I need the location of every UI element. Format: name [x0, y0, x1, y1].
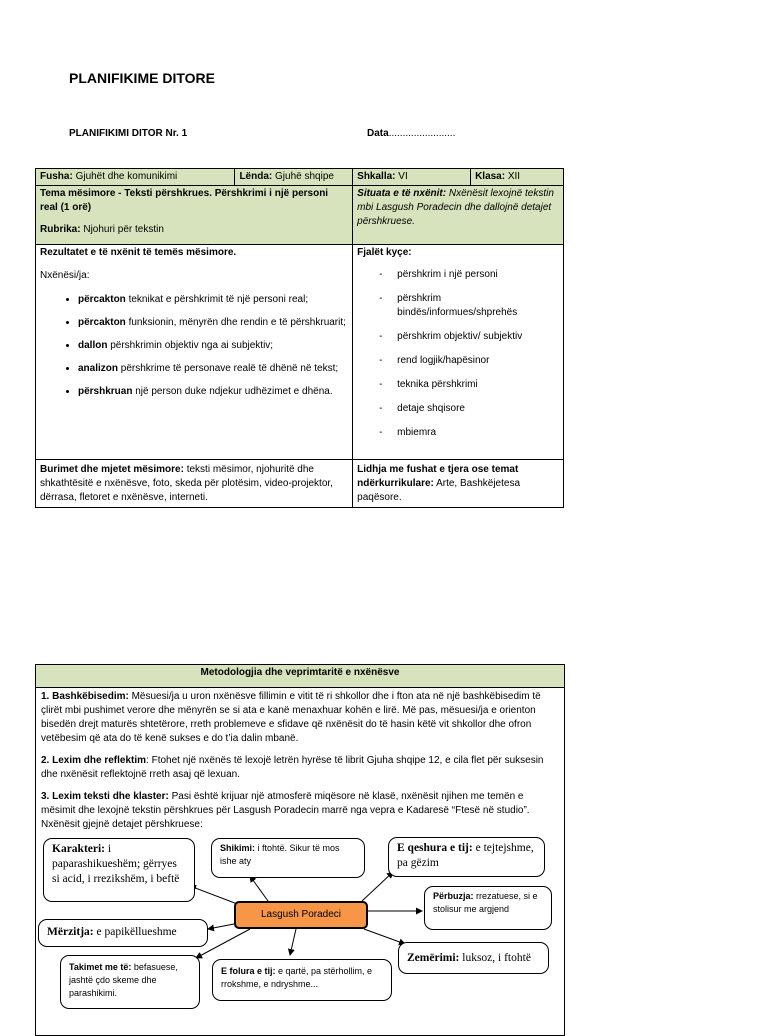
outcome-text: teknikat e përshkrimit të një personi real; — [125, 294, 309, 305]
cluster-node-e-folura — [212, 959, 392, 1001]
burimet-value: teksti mësimor, njohuritë dhe shkathtësitë e nxënësve, foto, skeda për plotësim, video-projektor, dërrasa, fletoret e nxënësve, interneti. — [40, 464, 333, 503]
fjalet-title: Fjalët kyçe: — [357, 247, 412, 258]
outcome-verb: përcakton — [78, 294, 126, 305]
node-text: i ftohtë. Sikur të mos ishe aty — [220, 843, 340, 866]
klasa-value: XII — [507, 171, 521, 182]
outcome-text: përshkrime të personave realë të dhënë në tekst; — [118, 363, 339, 374]
node-text: e tejtejshme, pa gëzim — [397, 842, 534, 869]
date-label: Data — [367, 128, 389, 139]
outcome-verb: përshkruan — [78, 386, 133, 397]
klasa-label: Klasa: — [475, 171, 506, 182]
page-title: PLANIFIKIME DITORE — [69, 70, 215, 86]
node-label: Zemërimi: — [407, 952, 460, 964]
connector-efolura — [290, 929, 296, 955]
lidhja-label: Lidhja me fushat e tjera ose temat ndërkurrikulare: — [357, 464, 519, 489]
rubrika-value: Njohuri për tekstin — [83, 224, 164, 235]
p1-text: Mësuesi/ja u uron nxënësve fillimin e vitit të ri shkollor dhe i fton ata në një bashkëbisedim të çlirët mbi pushimet verore dhe mënyrën se si ata e kanë menaxhuar kohën e lirë. Më pas, mësuesi/ja e orienton bisedën drejt maturës shtetërore, rreth problemeve e sfidave që nxënësit do të hasin këtë vit shkollor dhe ofron vetëbesim që ata do të kenë sukses e do t’ia dalin mbanë. — [41, 691, 541, 744]
rubrika-label: Rubrika: — [40, 224, 81, 235]
outcome-text: një person duke ndjekur udhëzimet e dhëna. — [132, 386, 333, 397]
date-value: ........................ — [388, 128, 456, 139]
fusha-value: Gjuhët dhe komunikimi — [75, 171, 178, 182]
p2-text: : Ftohet një nxënës të lexojë letrën hyrëse të librit Gjuha shqipe 12, e cila flet për suksesin dhe nxënësit reflektojnë rreth asaj që lexuan. — [41, 755, 544, 780]
cluster-node-merzitja — [38, 919, 208, 947]
p3-label: 3. Lexim teksti dhe klaster: — [41, 791, 169, 802]
node-text: rrezatuese, si e stolisur me argjend — [433, 891, 538, 914]
outcome-verb: analizon — [78, 363, 119, 374]
cluster-node-karakteri — [43, 838, 195, 902]
rezultatet-title: Rezultatet e të nxënit të temës mësimore. — [40, 247, 237, 258]
outcome-verb: dallon — [78, 340, 108, 351]
list-item: - teknika përshkrimi — [379, 378, 559, 392]
list-item: - detaje shqisore — [379, 402, 559, 416]
node-label: Përbuzja: — [433, 891, 474, 901]
outcome-text: funksionin, mënyrën dhe rendin e të përshkruarit; — [125, 317, 346, 328]
connector-zemerimi — [364, 929, 405, 944]
lenda-label: Lënda: — [239, 171, 273, 182]
plan-number: PLANIFIKIMI DITOR Nr. 1 — [69, 128, 188, 139]
situata-label: Situata e të nxënit: — [357, 188, 447, 199]
connector-shikimi — [250, 876, 268, 901]
p1-label: 1. Bashkëbisedim: — [41, 691, 129, 702]
connector-eqeshura — [362, 872, 393, 901]
fusha-label: Fusha: — [40, 171, 73, 182]
tema-text: Tema mësimore - Teksti përshkrues. Përshkrimi i një personi real (1 orë) — [40, 188, 329, 213]
node-text: e papikëllueshme — [93, 926, 177, 938]
cluster-node-shikimi — [211, 838, 365, 878]
list-item: - rend logjik/hapësinor — [379, 354, 559, 368]
burimet-label: Burimet dhe mjetet mësimore: — [40, 464, 184, 475]
node-label: E folura e tij: — [221, 966, 276, 976]
cluster-node-takimet — [60, 955, 200, 1009]
cluster-node-e-qeshura — [388, 837, 545, 877]
shkalla-label: Shkalla: — [357, 171, 396, 182]
node-label: Karakteri: — [52, 843, 106, 855]
node-text: e qartë, pa stërhollim, e rrokshme, e ndryshme... — [221, 966, 373, 989]
list-item: - përshkrim bindës/informues/shprehës — [379, 292, 559, 320]
lidhja-value: Arte, Bashkëjetesa paqësore. — [357, 478, 521, 503]
cluster-node-zemerimi — [398, 942, 549, 974]
nxenesi-label: Nxënësi/ja: — [40, 270, 90, 281]
node-label: Shikimi: — [220, 843, 256, 853]
connector-merzitja — [208, 924, 234, 929]
methodology-heading: Metodologjia dhe veprimtaritë e nxënësve — [36, 665, 564, 688]
list-item: - mbiemra — [379, 426, 559, 440]
node-label: E qeshura e tij: — [397, 842, 473, 854]
node-label: Takimet me të: — [69, 962, 132, 972]
node-label: Mërzitja: — [47, 926, 94, 938]
list-item: - përshkrim i një personi — [379, 268, 559, 282]
situata-value: Nxënësit lexojnë tekstin mbi Lasgush Poradecin dhe dallojnë detajet përshkruese. — [357, 188, 554, 227]
node-text: i paparashikueshëm; gërryes si acid, i rrezikshëm, i beftë — [52, 843, 180, 885]
connector-karakteri — [190, 886, 240, 905]
lenda-value: Gjuhë shqipe — [275, 171, 334, 182]
outcome-text: përshkrimin objektiv nga ai subjektiv; — [107, 340, 274, 351]
cluster-center-lasgush-poradeci: Lasgush Poradeci — [234, 901, 368, 929]
p3-text: Pasi është krijuar një atmosferë miqësore në klasë, nxënësit njihen me temën e mësimit dhe lexojnë tekstin përshkrues për Lasgush Poradecin marrë nga vepra e Kadaresë “Ftesë në studio”. Nxënësit gjejnë detajet përshkruese: — [41, 791, 530, 830]
p2-label: 2. Lexim dhe reflektim — [41, 755, 147, 766]
node-text: luksoz, i ftohtë — [459, 952, 531, 964]
list-item: - përshkrim objektiv/ subjektiv — [379, 330, 559, 344]
cluster-node-perbuzja — [424, 886, 552, 930]
outcome-verb: përcakton — [78, 317, 126, 328]
shkalla-value: VI — [398, 171, 408, 182]
node-text: befasuese, jashtë çdo skeme dhe parashikimi. — [69, 962, 178, 998]
